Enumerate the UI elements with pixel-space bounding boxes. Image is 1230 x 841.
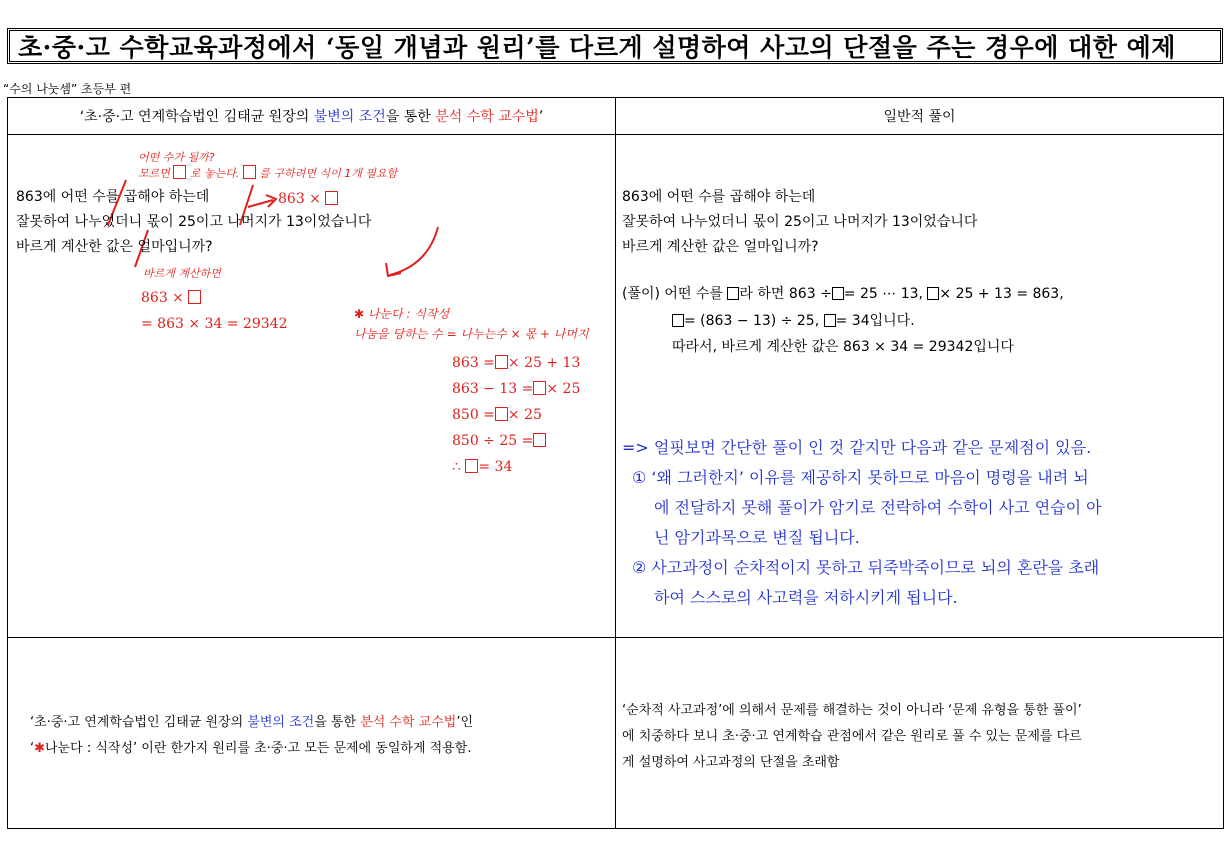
header-left <box>8 98 616 135</box>
equation-3-b: × 25 <box>507 407 542 423</box>
critique-intro: => 얼핏보면 간단한 풀이 인 것 같지만 다음과 같은 문제점이 있음. <box>622 438 1092 457</box>
unknown-box <box>533 433 546 447</box>
unknown-box <box>495 407 508 421</box>
equation-1-a: 863 = <box>452 355 495 371</box>
rule-line <box>354 305 449 322</box>
equation-1 <box>452 355 580 371</box>
equation-2-a: 863 − 13 = <box>452 381 534 397</box>
solution-line-1-c: × 25 + 13 = 863, <box>939 286 1064 302</box>
summary-left-a: ‘초·중·고 연계학습법인 김태균 원장의 <box>30 715 248 730</box>
summary-left-cell <box>8 638 616 829</box>
general-problem-line-1: 863에 어떤 수를 곱해야 하는데 <box>622 189 816 205</box>
general-problem-line-3: 바르게 계산한 값은 얼마입니까? <box>622 239 819 255</box>
critique-point-2-line-1: ② 사고과정이 순차적이지 못하고 뒤죽박죽이므로 뇌의 혼란을 초래 <box>632 558 1100 577</box>
unknown-box <box>824 314 836 327</box>
solution-line-2-b: = 34입니다. <box>835 313 915 329</box>
star-icon: ✱ <box>34 741 46 756</box>
unknown-box <box>325 191 338 205</box>
unknown-box <box>727 287 739 300</box>
solution-line-1-a: 라 하면 863 ÷ <box>739 286 832 302</box>
comparison-table <box>7 97 1224 829</box>
arrow-expression <box>278 191 338 207</box>
unknown-box <box>495 355 508 369</box>
header-left-red: 분석 수학 교수법 <box>435 109 539 125</box>
unknown-box <box>927 287 939 300</box>
solution-line-1-b: = 25 ⋯ 13, <box>843 286 923 302</box>
star-icon: ✱ <box>354 307 365 321</box>
header-left-text-a: ‘초·중·고 연계학습법인 김태균 원장의 <box>79 109 314 125</box>
problem-line-2: 잘못하여 나누었더니 몫이 25이고 나머지가 13이었습니다 <box>16 214 372 230</box>
summary-right-line-3: 게 설명하여 사고과정의 단절을 초래함 <box>622 755 840 770</box>
problem-line-1: 863에 어떤 수를 곱해야 하는데 <box>16 189 210 205</box>
critique-point-1-line-2: 에 전달하지 못해 풀이가 암기로 전락하여 수학이 사고 연습이 아 <box>654 498 1102 517</box>
equation-1-b: × 25 + 13 <box>507 355 581 371</box>
header-left-text-c: 을 통한 <box>385 109 436 125</box>
solution-line-2-a: = (863 − 13) ÷ 25, <box>684 313 820 329</box>
summary-left-f: ‘ <box>30 741 35 756</box>
summary-left-c: 을 통한 <box>314 715 361 730</box>
equation-2-b: × 25 <box>546 381 581 397</box>
critique-point-1-line-3: 닌 암기과목으로 변질 됩니다. <box>654 528 860 547</box>
equation-2 <box>452 381 580 397</box>
summary-left-line-1 <box>30 710 473 735</box>
unknown-box <box>672 314 684 327</box>
summary-right-cell <box>616 638 1224 829</box>
solution-line-2 <box>672 309 915 334</box>
arrow-expression-text: 863 × <box>278 191 321 207</box>
equation-5-b: = 34 <box>478 459 513 475</box>
critique-point-2-line-2: 하여 스스로의 사고력을 저하시키게 됩니다. <box>654 588 958 607</box>
subtitle: “수의 나눗셈” 초등부 편 <box>3 82 132 96</box>
page-title <box>7 28 1223 64</box>
note-unknown-a: 모르면 <box>138 167 170 180</box>
note-unknown-b: 로 놓는다. <box>189 167 240 180</box>
rule-text: 나눈다 : 식작성 <box>367 307 450 321</box>
unknown-box <box>832 287 844 300</box>
arrow-down-icon <box>390 227 438 275</box>
analysis-method-cell <box>8 135 616 638</box>
solution-line-3: 따라서, 바르게 계산한 값은 863 × 34 = 29342입니다 <box>672 339 1014 355</box>
calc-line-1-text: 863 × <box>141 290 184 306</box>
equation-5-a: ∴ <box>452 459 461 475</box>
note-correct-calc: 바르게 계산하면 <box>143 267 221 280</box>
problem-line-3: 바르게 계산한 값은 얼마입니까? <box>16 239 213 255</box>
summary-left-e: ’인 <box>456 715 474 730</box>
calc-line-1 <box>141 290 201 306</box>
equation-5 <box>452 459 512 475</box>
summary-right-line-1: ‘순차적 사고과정’에 의해서 문제를 해결하는 것이 아니라 ‘문제 유형을 통한 풀이’ <box>622 703 1082 718</box>
rule-formula: 나눔을 당하는 수 = 나누는수 × 몫 + 나머지 <box>354 327 589 341</box>
calc-line-2: = 863 × 34 = 29342 <box>141 316 288 332</box>
solution-label: (풀이) 어떤 수를 <box>622 286 723 302</box>
title-text: 초·중·고 수학교육과정에서 ‘동일 개념과 원리’를 다르게 설명하여 사고의 단절을 주는 경우에 대한 예제 <box>18 33 1176 62</box>
summary-left-blue: 불변의 조건 <box>247 715 315 730</box>
note-unknown-c: 를 구하려면 식이 1개 필요함 <box>259 167 398 180</box>
note-which-number: 어떤 수가 될까? <box>138 151 215 164</box>
summary-left-h: 나눈다 : 식작성’ 이란 한가지 원리를 초·중·고 모든 문제에 동일하게 적용함. <box>45 741 472 756</box>
equation-4-text: 850 ÷ 25 = <box>452 433 534 449</box>
general-problem-line-2: 잘못하여 나누었더니 몫이 25이고 나머지가 13이었습니다 <box>622 214 978 230</box>
general-solution-cell <box>616 135 1224 638</box>
summary-left-red: 분석 수학 교수법 <box>360 715 457 730</box>
equation-3 <box>452 407 542 423</box>
unknown-box <box>188 290 201 304</box>
summary-left-line-2 <box>30 736 471 761</box>
unknown-box <box>465 459 478 473</box>
solution-line-1 <box>622 282 1064 307</box>
summary-right-line-2: 에 치중하다 보니 초·중·고 연계학습 관점에서 같은 원리로 풀 수 있는 문제를 다르 <box>622 729 1082 744</box>
header-left-blue: 불변의 조건 <box>313 109 386 125</box>
equation-3-a: 850 = <box>452 407 495 423</box>
equation-4 <box>452 433 546 449</box>
unknown-box <box>533 381 546 395</box>
header-left-text-e: ’ <box>538 109 544 125</box>
critique-point-1-line-1: ① ‘왜 그러한지’ 이유를 제공하지 못하므로 마음이 명령을 내려 뇌 <box>632 468 1089 487</box>
header-right: 일반적 풀이 <box>616 98 1224 135</box>
